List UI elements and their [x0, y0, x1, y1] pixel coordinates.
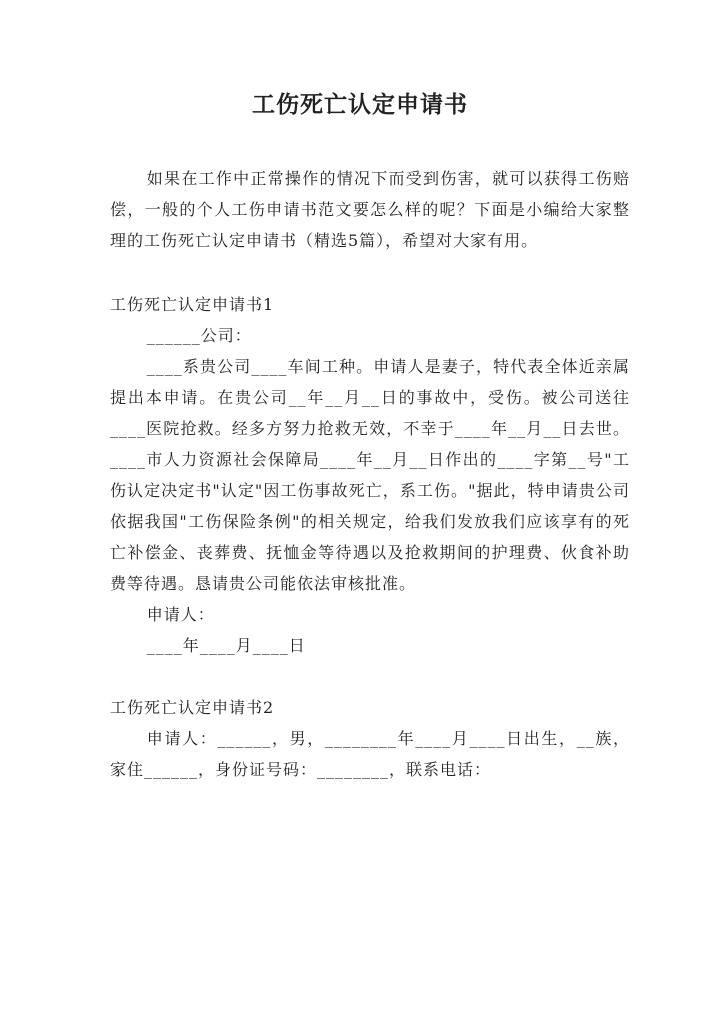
- section-1-date: ____年____月____日: [146, 636, 306, 655]
- document-title: 工伤死亡认定申请书: [252, 92, 468, 118]
- section-2-heading: 工伤死亡认定申请书2: [110, 698, 275, 717]
- section-1-heading: 工伤死亡认定申请书1: [110, 295, 275, 314]
- section-1-addressee: ______公司：: [146, 326, 252, 345]
- section-1-applicant: 申请人：: [146, 605, 215, 624]
- spacer: [110, 661, 630, 692]
- section-1-body: ____系贵公司____车间工种。申请人是妻子，特代表全体近亲属提出本申请。在贵公司__年__月__日的事故中，受伤。被公司送往____医院抢救。经多方努力抢救无效，不幸于____年__月__日去世。____市人力资源社会保障局____年__月__日作出的____字第__号"工伤认定决定书"认定"因工伤事故死亡，系工伤。"据此，特申请贵公司依据我国"工伤保险条例"的相关规定，给我们发放我们应该享有的死亡补偿金、丧葬费、抚恤金等待遇以及抢救期间的护理费、伙食补助费等待遇。恳请贵公司能依法审核批准。: [110, 357, 630, 593]
- document-body: [110, 163, 630, 785]
- intro-paragraph: 如果在工作中正常操作的情况下而受到伤害，就可以获得工伤赔偿，一般的个人工伤申请书范文要怎么样的呢？下面是小编给大家整理的工伤死亡认定申请书（精选5篇），希望对大家有用。: [110, 169, 630, 250]
- spacer: [110, 256, 630, 289]
- section-2-body: 申请人：______，男，________年____月____日出生，__族，家住______，身份证号码：________，联系电话：: [110, 729, 630, 779]
